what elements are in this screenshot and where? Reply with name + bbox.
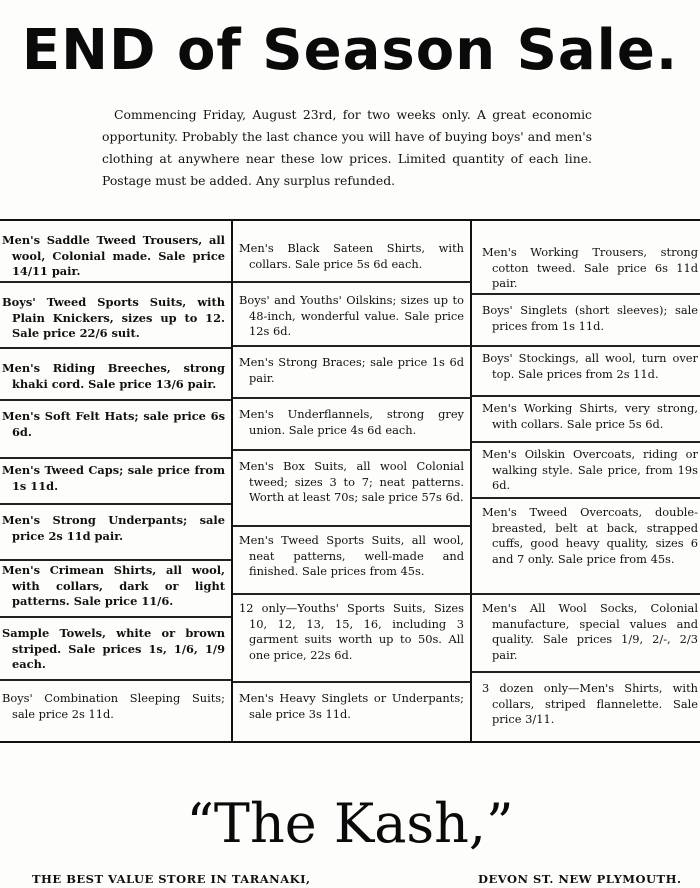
- sale-item: Men's Strong Underpants; sale price 2s 11d pair.: [0, 513, 231, 561]
- sale-item: Men's Crimean Shirts, all wool, with collars, dark or light patterns. Sale price 11/6.: [0, 563, 231, 618]
- sale-item: Men's Box Suits, all wool Colonial tweed; sizes 3 to 7; neat patterns. Worth at least 70s; sale price 57s 6d.: [233, 459, 470, 527]
- column-1: [0, 221, 233, 741]
- sale-item: Boys' Combination Sleeping Suits; sale price 2s 11d.: [2, 691, 225, 721]
- sale-item: Men's All Wool Socks, Colonial manufacture, special values and quality. Sale prices 1/9, 2/-, 2/3 pair.: [472, 601, 700, 673]
- column-2: [233, 221, 472, 741]
- sale-item: Men's Working Trousers, strong cotton tweed. Sale price 6s 11d pair.: [472, 245, 700, 295]
- sale-item: Men's Saddle Tweed Trousers, all wool, Colonial made. Sale price 14/11 pair.: [0, 233, 231, 283]
- sale-item: Men's Underflannels, strong grey union. Sale price 4s 6d each.: [233, 407, 470, 451]
- sale-item: Men's Tweed Overcoats, double-breasted, belt at back, strapped cuffs, good heavy quality, sizes 6 and 7 only. Sale price from 45s.: [472, 505, 700, 595]
- sale-item: Men's Riding Breeches, strong khaki cord. Sale price 13/6 pair.: [0, 361, 231, 401]
- sale-item: Men's Tweed Sports Suits, all wool, neat patterns, well-made and finished. Sale prices from 45s.: [233, 533, 470, 595]
- sale-item: Men's Heavy Singlets or Underpants; sale price 3s 11d.: [239, 691, 464, 721]
- sale-item: 12 only—Youths' Sports Suits, Sizes 10, 12, 13, 15, 16, including 3 garment suits worth up to 50s. All one price, 22s 6d.: [233, 601, 470, 683]
- sale-item: 3 dozen only—Men's Shirts, with collars, striped flannelette. Sale price 3/11.: [482, 681, 698, 726]
- store-name: “The Kash,”: [186, 792, 514, 855]
- sale-item: Sample Towels, white or brown striped. Sale prices 1s, 1/6, 1/9 each.: [0, 626, 231, 681]
- sale-item: Men's Soft Felt Hats; sale price 6s 6d.: [0, 409, 231, 459]
- sale-item: Boys' and Youths' Oilskins; sizes up to 48-inch, wonderful value. Sale price 12s 6d.: [233, 293, 470, 347]
- sale-item: Men's Oilskin Overcoats, riding or walking style. Sale price, from 19s 6d.: [472, 447, 700, 499]
- sale-item: Men's Black Sateen Shirts, with collars. Sale price 5s 6d each.: [233, 241, 470, 283]
- footer-tagline: THE BEST VALUE STORE IN TARANAKI,: [32, 872, 311, 886]
- sale-item: Men's Tweed Caps; sale price from 1s 11d.: [0, 459, 231, 505]
- footer-address: DEVON ST. NEW PLYMOUTH.: [478, 872, 682, 886]
- sale-item: Boys' Singlets (short sleeves); sale prices from 1s 11d.: [472, 303, 700, 347]
- column-3: [472, 221, 700, 741]
- headline: END of Season Sale.: [21, 18, 679, 83]
- sale-item: Men's Working Shirts, very strong, with collars. Sale price 5s 6d.: [472, 401, 700, 443]
- sale-item: Boys' Tweed Sports Suits, with Plain Knickers, sizes up to 12. Sale price 22/6 suit.: [0, 295, 231, 349]
- sale-item: Boys' Stockings, all wool, turn over top. Sale prices from 2s 11d.: [472, 351, 700, 397]
- intro-paragraph: Commencing Friday, August 23rd, for two weeks only. A great economic opportunity. Probably the last chance you will have of buying boys' and men's clothing at anywhere near these low prices. Limited quantity of each line. Postage must be added. Any surplus refunded.: [102, 107, 592, 188]
- sale-items-grid: [0, 219, 700, 743]
- sale-item: Men's Strong Braces; sale price 1s 6d pair.: [233, 355, 470, 399]
